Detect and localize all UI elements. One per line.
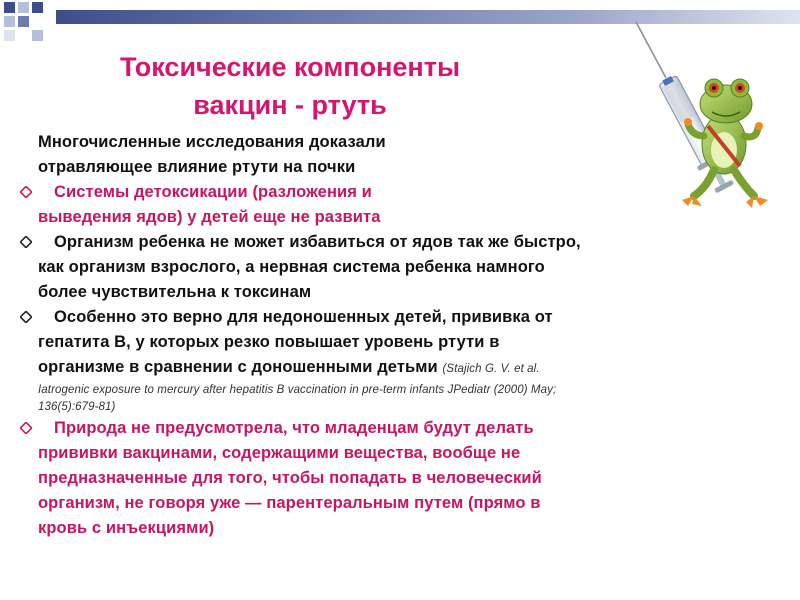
bullet-line: как организм взрослого, а нервная система ребенка намного: [38, 258, 545, 276]
diamond-bullet-icon: [20, 311, 32, 323]
bullet-item: [18, 180, 778, 230]
title-line-2: вакцин - ртуть: [193, 90, 387, 120]
decor-square-icon: [18, 16, 29, 27]
decor-square-icon: [4, 2, 15, 13]
diamond-bullet-icon: [20, 236, 32, 248]
slide-content: [18, 130, 778, 541]
decor-square-icon: [18, 2, 29, 13]
title-line-1: Токсические компоненты: [119, 52, 461, 82]
intro-line: отравляющее влияние ртути на почки: [38, 158, 356, 176]
diamond-bullet-icon: [20, 186, 32, 198]
decor-square-icon: [32, 2, 43, 13]
intro-paragraph: [18, 130, 778, 180]
reference-citation: (Stajich G. V. et al.: [442, 363, 540, 375]
bullet-line: Системы детоксикации (разложения и: [54, 183, 372, 201]
slide-title: [40, 48, 540, 124]
bullet-line: Организм ребенка не может избавиться от ядов так же быстро,: [54, 233, 581, 251]
bullet-line: организм, не говоря уже — парентеральным путем (прямо в: [38, 494, 541, 512]
decor-square-icon: [32, 30, 43, 41]
intro-line: Многочисленные исследования доказали: [38, 133, 386, 151]
bullet-line: предназначенные для того, чтобы попадать в человеческий: [38, 469, 542, 487]
reference-citation-line: 136(5):679-81): [38, 401, 116, 413]
bullet-item: [18, 230, 778, 305]
decor-square-icon: [4, 16, 15, 27]
bullet-line-with-reference: [38, 355, 778, 382]
bullet-line: кровь с инъекциями): [38, 519, 215, 537]
bullet-line: гепатита В, у которых резко повышает уровень ртути в: [38, 333, 500, 351]
bullet-line: Особенно это верно для недоношенных детей, прививка от: [54, 308, 553, 326]
reference-citation-line: Iatrogenic exposure to mercury after hepatitis B vaccination in pre-term infants JPediatr (2000) May;: [38, 384, 557, 396]
decor-square-icon: [4, 30, 15, 41]
bullet-text: организме в сравнении с доношенными детьми: [38, 358, 438, 376]
bullet-line: выведения ядов) у детей еще не развита: [38, 208, 381, 226]
bullet-line: более чувствительна к токсинам: [38, 283, 312, 301]
bullet-line: Природа не предусмотрела, что младенцам будут делать: [54, 419, 534, 437]
bullet-line: прививки вакцинами, содержащими вещества, вообще не: [38, 444, 521, 462]
bullet-item: [18, 305, 778, 416]
diamond-bullet-icon: [20, 422, 32, 434]
bullet-item: [18, 416, 778, 541]
